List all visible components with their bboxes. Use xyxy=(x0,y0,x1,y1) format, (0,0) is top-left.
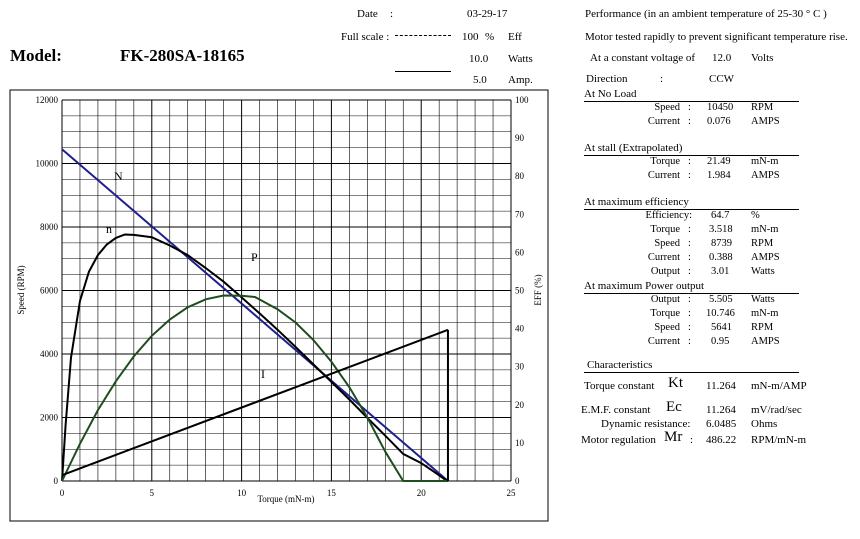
stall-current-unit: AMPS xyxy=(751,170,780,181)
curve-label-n-speed: N xyxy=(114,169,123,183)
date-value: 03-29-17 xyxy=(467,8,508,20)
series-line-i xyxy=(62,330,448,475)
max-eff-torque-colon: : xyxy=(688,224,691,235)
max-eff-torque-unit: mN-m xyxy=(751,224,779,235)
direction-value: CCW xyxy=(709,73,735,85)
series-line-n xyxy=(62,149,448,481)
max-power-current-colon: : xyxy=(688,336,691,347)
date-colon: : xyxy=(390,8,394,20)
no-load-title: At No Load xyxy=(584,88,637,100)
y2-tick-label: 60 xyxy=(515,247,524,258)
max-eff-title: At maximum efficiency xyxy=(584,196,689,208)
max-eff-efficiency-unit: % xyxy=(751,210,760,221)
voltage-unit: Volts xyxy=(751,52,774,64)
max-power-output-label: Output xyxy=(650,294,680,305)
x-tick-label: 10 xyxy=(237,488,247,498)
motor-regulation-label: Motor regulation xyxy=(581,434,656,446)
y2-tick-label: 10 xyxy=(515,437,524,448)
curve-label-i-current: I xyxy=(261,367,265,381)
chart-series xyxy=(62,149,448,481)
emf-constant-label: E.M.F. constant xyxy=(581,404,651,416)
y2-tick-label: 70 xyxy=(515,209,524,220)
emf-constant-value: 11.264 xyxy=(706,404,736,416)
no-load-current-value: 0.076 xyxy=(707,116,731,127)
max-eff-current-colon: : xyxy=(688,252,691,263)
chart-grid xyxy=(62,100,511,481)
max-power-title: At maximum Power output xyxy=(584,280,705,292)
motor-regulation-colon: : xyxy=(690,434,694,446)
max-power-torque-value: 10.746 xyxy=(706,308,735,319)
max-power-torque-colon: : xyxy=(688,308,691,319)
dynamic-resistance-value: 6.0485 xyxy=(706,418,737,430)
y2-tick-label: 30 xyxy=(515,361,524,372)
scale-eff-pct: % xyxy=(485,31,495,43)
no-load-current-colon: : xyxy=(688,116,691,127)
torque-constant-symbol: Kt xyxy=(668,375,683,391)
model-value: FK-280SA-18165 xyxy=(120,46,245,65)
dynamic-resistance-label: Dynamic resistance: xyxy=(601,418,691,430)
series-line-n xyxy=(62,235,448,482)
y2-tick-label: 100 xyxy=(515,95,529,105)
max-power-output-unit: Watts xyxy=(751,294,775,305)
torque-constant-value: 11.264 xyxy=(706,380,736,392)
x-axis-label: Torque (mN-m) xyxy=(257,494,315,504)
max-eff-output-value: 3.01 xyxy=(711,266,730,277)
max-eff-speed-unit: RPM xyxy=(751,238,774,249)
torque-constant-label: Torque constant xyxy=(584,380,655,392)
fullscale-label: Full scale : xyxy=(341,31,390,43)
scale-watts-unit: Watts xyxy=(508,53,533,65)
performance-title: Performance (in an ambient temperature of 25-30 ° C ) xyxy=(585,8,827,20)
curve-label-n-eff: n xyxy=(106,222,112,236)
max-eff-efficiency-value: 64.7 xyxy=(711,210,730,221)
motor-regulation-value: 486.22 xyxy=(706,434,737,446)
stall-torque-label: Torque xyxy=(650,156,680,167)
scale-watts-value: 10.0 xyxy=(469,53,489,65)
stall-torque-unit: mN-m xyxy=(751,156,779,167)
max-power-current-unit: AMPS xyxy=(751,336,780,347)
scale-amp-unit: Amp. xyxy=(508,74,533,86)
motor-regulation-unit: RPM/mN-m xyxy=(751,434,807,446)
max-power-speed-colon: : xyxy=(688,322,691,333)
scale-eff-value: 100 xyxy=(462,31,479,43)
y2-tick-label: 20 xyxy=(515,399,524,410)
max-power-torque-label: Torque xyxy=(650,308,680,319)
y-tick-label: 6000 xyxy=(40,285,58,296)
voltage-label: At a constant voltage of xyxy=(590,52,696,64)
y2-tick-label: 50 xyxy=(515,285,524,296)
x-tick-label: 0 xyxy=(59,488,65,498)
direction-label: Direction xyxy=(586,73,628,85)
performance-note: Motor tested rapidly to prevent significant temperature rise. xyxy=(585,31,848,43)
direction-colon: : xyxy=(660,73,664,85)
max-eff-speed-colon: : xyxy=(688,238,691,249)
motor-regulation-symbol: Mr xyxy=(664,429,683,445)
stall-torque-colon: : xyxy=(688,156,691,167)
max-eff-torque-value: 3.518 xyxy=(709,224,733,235)
scale-eff-unit: Eff xyxy=(508,31,522,43)
y2-tick-label: 90 xyxy=(515,133,524,144)
no-load-speed-value: 10450 xyxy=(707,102,734,113)
max-power-torque-unit: mN-m xyxy=(751,308,779,319)
characteristics-divider xyxy=(584,372,799,373)
x-tick-label: 20 xyxy=(416,488,426,498)
chart-ticks xyxy=(36,95,530,498)
stall-torque-value: 21.49 xyxy=(707,156,731,167)
max-eff-torque-label: Torque xyxy=(650,224,680,235)
no-load-current-unit: AMPS xyxy=(751,116,780,127)
max-eff-output-colon: : xyxy=(688,266,691,277)
max-power-current-label: Current xyxy=(647,336,680,347)
x-tick-label: 15 xyxy=(326,488,336,498)
no-load-speed-unit: RPM xyxy=(751,102,774,113)
y-tick-label: 12000 xyxy=(35,95,58,105)
max-eff-current-label: Current xyxy=(647,252,680,263)
y2-tick-label: 80 xyxy=(515,171,524,182)
characteristics-title: Characteristics xyxy=(587,359,653,371)
y2-tick-label: 0 xyxy=(515,476,520,486)
no-load-current-label: Current xyxy=(647,116,680,127)
y2-tick-label: 40 xyxy=(515,323,524,334)
stall-current-label: Current xyxy=(647,170,680,181)
max-power-speed-label: Speed xyxy=(654,322,680,333)
voltage-value: 12.0 xyxy=(712,52,732,64)
y-tick-label: 8000 xyxy=(40,222,58,232)
stall-current-value: 1.984 xyxy=(707,170,731,181)
max-power-speed-unit: RPM xyxy=(751,322,774,333)
y-axis-label: Speed (RPM) xyxy=(16,265,26,315)
emf-constant-unit: mV/rad/sec xyxy=(751,404,802,416)
max-power-output-colon: : xyxy=(688,294,691,305)
curve-label-p-power: P xyxy=(251,250,258,264)
no-load-speed-label: Speed xyxy=(654,102,680,113)
y-tick-label: 4000 xyxy=(40,349,58,359)
y-tick-label: 10000 xyxy=(35,158,58,169)
max-eff-output-label: Output xyxy=(650,266,680,277)
max-eff-current-value: 0.388 xyxy=(709,252,733,263)
y-tick-label: 0 xyxy=(53,476,58,486)
stall-title: At stall (Extrapolated) xyxy=(584,142,683,154)
max-power-speed-value: 5641 xyxy=(711,322,732,333)
x-tick-label: 25 xyxy=(506,488,516,498)
no-load-speed-colon: : xyxy=(688,102,691,113)
dynamic-resistance-unit: Ohms xyxy=(751,418,778,430)
max-eff-speed-value: 8739 xyxy=(711,238,732,249)
scale-amp-value: 5.0 xyxy=(473,74,487,86)
max-eff-output-unit: Watts xyxy=(751,266,775,277)
y2-axis-label: EFF (%) xyxy=(533,274,543,306)
stall-current-colon: : xyxy=(688,170,691,181)
date-label: Date xyxy=(357,8,378,20)
max-power-output-value: 5.505 xyxy=(709,294,733,305)
y-tick-label: 2000 xyxy=(40,412,58,423)
x-tick-label: 5 xyxy=(149,488,155,498)
torque-constant-unit: mN-m/AMP xyxy=(751,380,807,392)
chart-frame xyxy=(10,90,548,521)
max-eff-efficiency-label: Efficiency: xyxy=(645,210,692,221)
model-label: Model: xyxy=(10,46,62,65)
emf-constant-symbol: Ec xyxy=(666,399,682,415)
max-eff-current-unit: AMPS xyxy=(751,252,780,263)
max-power-current-value: 0.95 xyxy=(711,336,730,347)
max-eff-speed-label: Speed xyxy=(654,238,680,249)
